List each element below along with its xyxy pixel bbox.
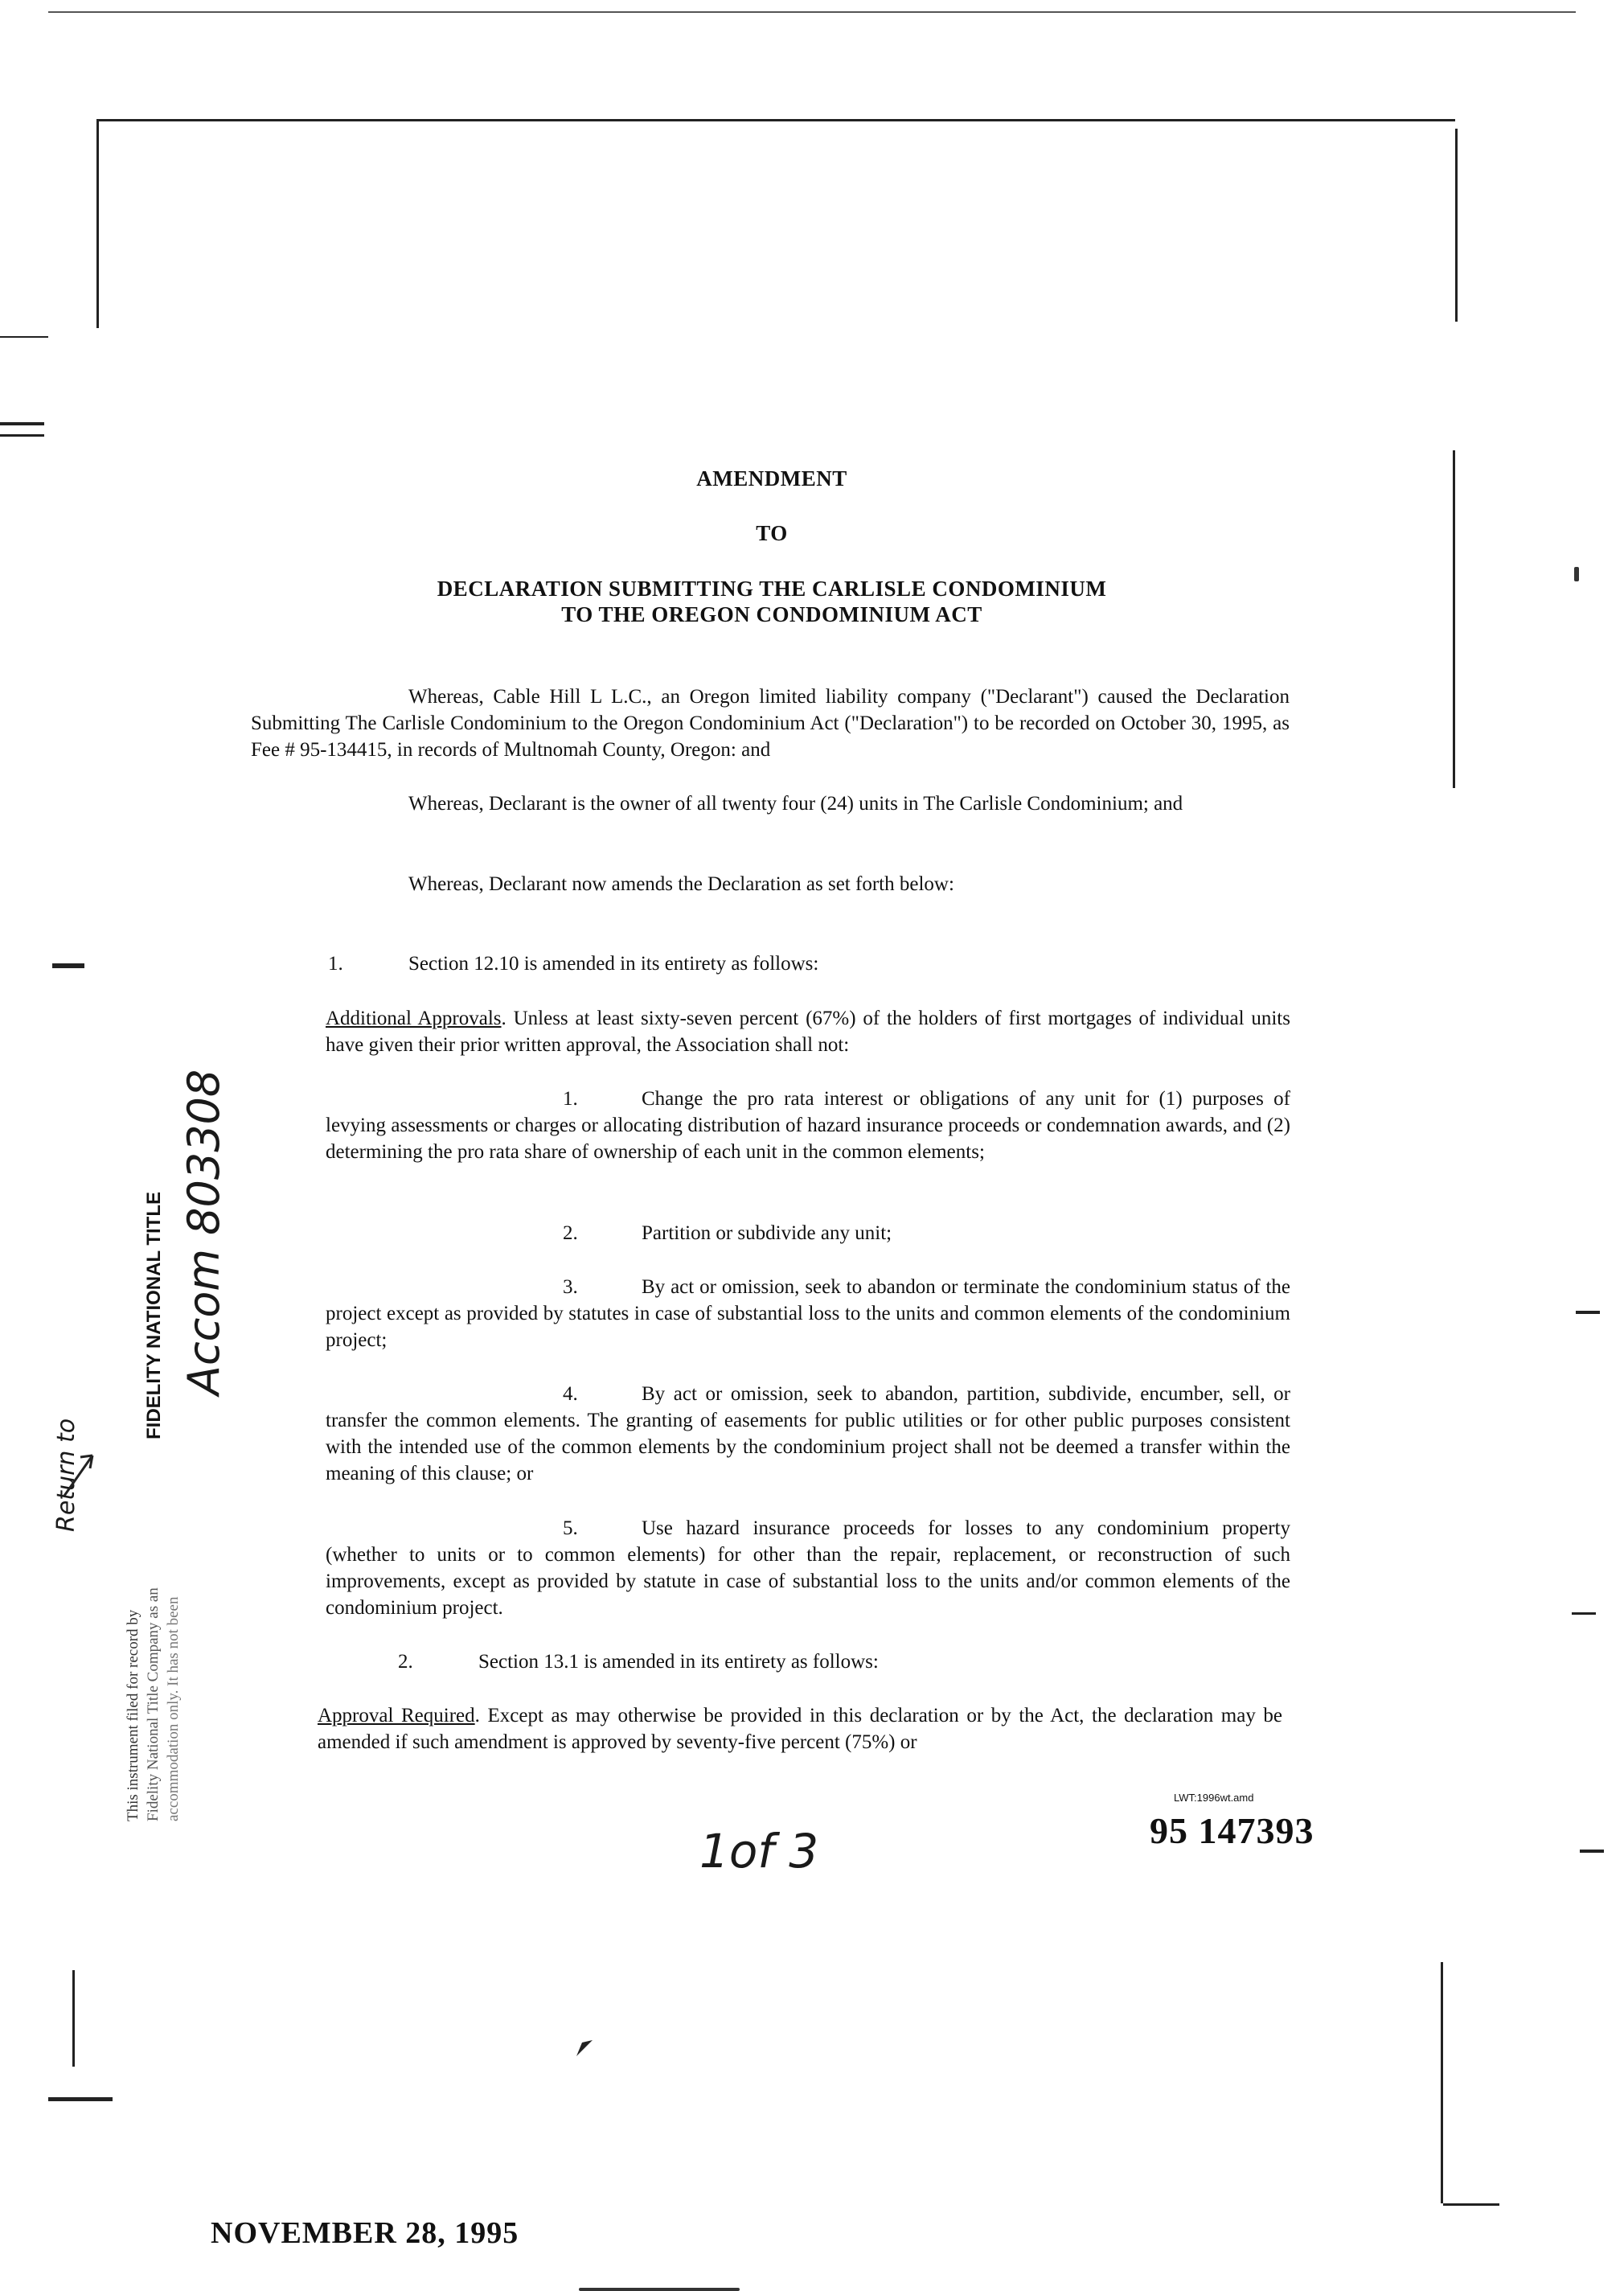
section-1-text: Section 12.10 is amended in its entirety as follows: bbox=[408, 953, 819, 975]
section-1-intro-text: . Unless at least sixty-seven percent (67%) of the holders of first mortgages of individual units have given their prior written approval, the Association shall not: bbox=[326, 1008, 1290, 1056]
section-2-text: Section 13.1 is amended in its entirety as follows: bbox=[478, 1651, 879, 1673]
left-edge-mark-2 bbox=[0, 434, 44, 437]
small-arrow-icon bbox=[572, 2036, 597, 2060]
accommodation-notice-line-2: Fidelity National Title Company as an bbox=[145, 1587, 162, 1821]
bottom-left-dash bbox=[48, 2097, 113, 2101]
handwritten-arrow-icon bbox=[48, 1447, 113, 1504]
handwritten-return-to: Return to bbox=[52, 1418, 80, 1532]
date-stamp: NOVEMBER 28, 1995 bbox=[211, 2216, 519, 2250]
recording-number: 95 147393 bbox=[1150, 1810, 1314, 1851]
right-scan-dash-3 bbox=[1580, 1850, 1604, 1853]
title-amendment: AMENDMENT bbox=[696, 466, 847, 491]
recital-paragraph-1: Whereas, Cable Hill L L.C., an Oregon limited liability company ("Declarant") caused the Declaration Submitting The Carlisle Condominium to the Oregon Condominium Act ("Declaration") to be recorded on October 30, 1995, as Fee # 95-134415, in records of Multnomah County, Oregon: and bbox=[251, 686, 1290, 761]
section-1-item-5: 5. Use hazard insurance proceeds for losses to any condominium property (whether to units or to common elements) for other than the repair, replacement, or reconstruction of such improvements, except as provided by statute in case of substantial loss to the units and/or common elements of the condominium project. bbox=[326, 1517, 1290, 1619]
recital-paragraph-2: Whereas, Declarant is the owner of all twenty four (24) units in The Carlisle Condominium; and bbox=[408, 793, 1183, 815]
section-2-line bbox=[398, 1648, 1282, 1675]
section-1-item-3: 3. By act or omission, seek to abandon or terminate the condominium status of the project except as provided by statutes in case of substantial loss to the units and common elements of the condominium project; bbox=[326, 1276, 1290, 1351]
fidelity-stamp-title: FIDELITY NATIONAL TITLE bbox=[143, 1192, 165, 1439]
right-scan-dash bbox=[1576, 1311, 1600, 1314]
title-oregon-act: TO THE OREGON CONDOMINIUM ACT bbox=[561, 602, 982, 626]
frame-left-rule bbox=[96, 119, 99, 328]
title-to: TO bbox=[756, 521, 788, 545]
bottom-right-edge bbox=[1443, 2203, 1499, 2206]
section-1-item-2: 2. Partition or subdivide any unit; bbox=[563, 1222, 892, 1244]
file-code: LWT:1996wt.amd bbox=[1174, 1792, 1254, 1804]
section-2-intro bbox=[318, 1702, 1282, 1755]
recital-paragraph-3: Whereas, Declarant now amends the Declaration as set forth below: bbox=[408, 873, 954, 895]
section-1-item-1: 1. Change the pro rata interest or obligations of any unit for (1) purposes of levying assessments or charges or allocating distribution of hazard insurance proceeds or condemnation awards, and (2) determining the pro rata share of ownership of each unit in the common elements; bbox=[326, 1088, 1290, 1163]
right-scan-dash-2 bbox=[1572, 1612, 1596, 1615]
frame-right-rule bbox=[1455, 129, 1458, 322]
scan-speck bbox=[1574, 567, 1579, 581]
section-1-heading: Additional Approvals bbox=[326, 1008, 502, 1029]
handwritten-account: Accom 803308 bbox=[178, 1069, 229, 1395]
section-2-heading: Approval Required bbox=[318, 1705, 475, 1726]
page-indicator: 1of 3 bbox=[699, 1824, 819, 1878]
left-edge-mark-3 bbox=[0, 336, 48, 338]
accommodation-notice-line-3: accommodation only. It has not been bbox=[165, 1596, 182, 1821]
title-declaration: DECLARATION SUBMITTING THE CARLISLE CONDOMINIUM bbox=[437, 577, 1107, 601]
bottom-right-rule bbox=[1441, 1962, 1443, 2203]
top-scan-edge bbox=[48, 11, 1576, 13]
section-2-number: 2. bbox=[398, 1651, 413, 1673]
left-scan-dash bbox=[52, 963, 84, 968]
section-1-intro bbox=[326, 1005, 1290, 1058]
scan-speck bbox=[579, 2288, 740, 2291]
section-1-number: 1. bbox=[328, 953, 343, 975]
section-2-intro-text: . Except as may otherwise be provided in this declaration or by the Act, the declaration may be amended if such amendment is approved by seventy-five percent (75%) or bbox=[318, 1705, 1283, 1753]
left-edge-mark bbox=[0, 422, 44, 425]
accommodation-notice-line-1: This instrument filed for record by bbox=[125, 1609, 141, 1821]
bottom-left-rule bbox=[72, 1970, 75, 2067]
frame-top-rule bbox=[96, 119, 1455, 121]
section-1-line bbox=[328, 950, 1293, 977]
section-1-item-4: 4. By act or omission, seek to abandon, partition, subdivide, encumber, sell, or transfer the common elements. The granting of easements for public utilities or for other public purposes consistent with the intended use of the common elements by the condominium project shall not be deemed a transfer within the meaning of this clause; or bbox=[326, 1383, 1290, 1484]
